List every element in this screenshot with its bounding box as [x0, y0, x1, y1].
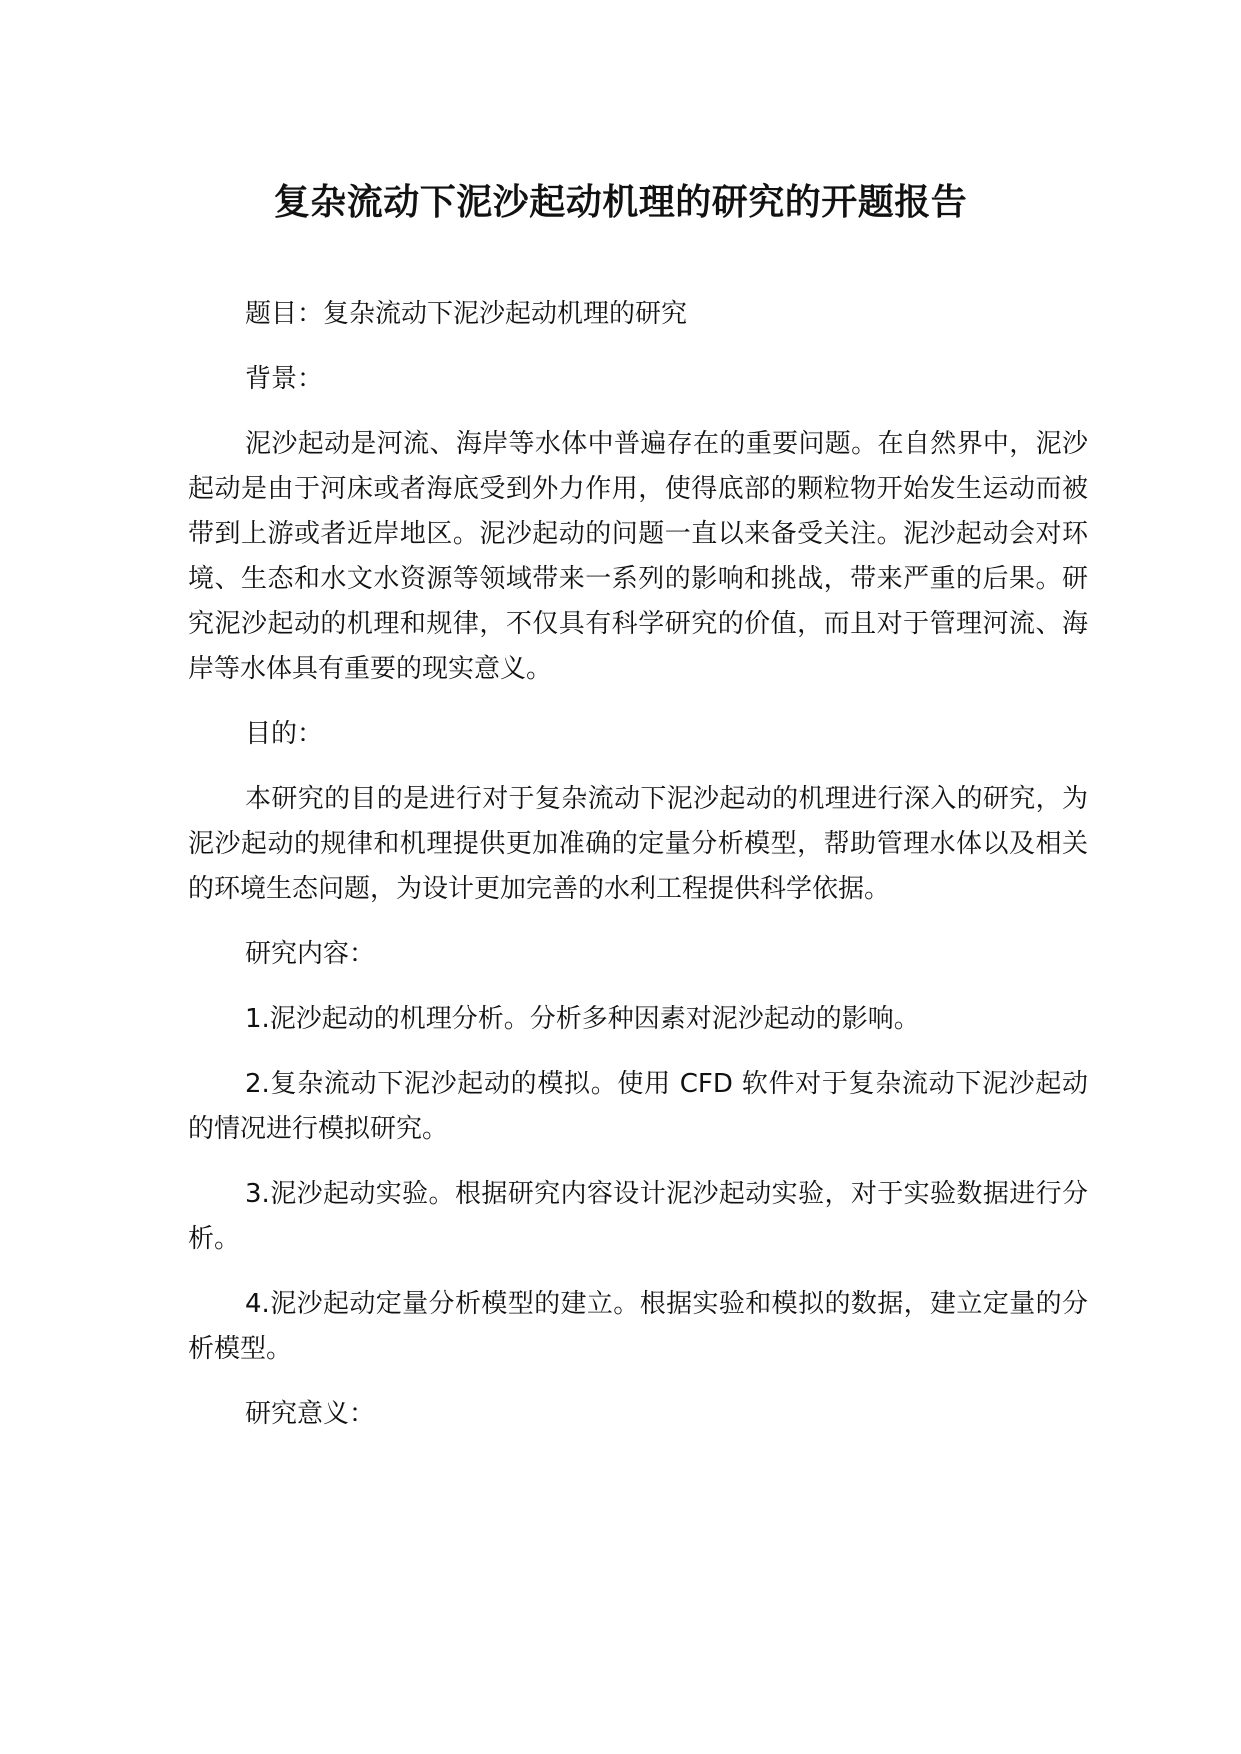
heading-background: 背景： [245, 364, 324, 394]
list-item-content-4: 4.泥沙起动定量分析模型的建立。根据实验和模拟的数据，建立定量的分析模型。 [188, 1289, 1088, 1364]
list-item-content-2: 2.复杂流动下泥沙起动的模拟。使用 CFD 软件对于复杂流动下泥沙起动的情况进行模拟研究。 [188, 1069, 1088, 1144]
paragraph-purpose: 本研究的目的是进行对于复杂流动下泥沙起动的机理进行深入的研究，为泥沙起动的规律和机理提供更加准确的定量分析模型，帮助管理水体以及相关的环境生态问题，为设计更加完善的水利工程提供科学依据。 [188, 784, 1088, 904]
document-title: 复杂流动下泥沙起动机理的研究的开题报告 [273, 182, 968, 223]
list-item-content-3: 3.泥沙起动实验。根据研究内容设计泥沙起动实验，对于实验数据进行分析。 [188, 1179, 1088, 1254]
list-item-content-1: 1.泥沙起动的机理分析。分析多种因素对泥沙起动的影响。 [245, 1004, 920, 1034]
paragraph-background: 泥沙起动是河流、海岸等水体中普遍存在的重要问题。在自然界中，泥沙起动是由于河床或者海底受到外力作用，使得底部的颗粒物开始发生运动而被带到上游或者近岸地区。泥沙起动的问题一直以来备受关注。泥沙起动会对环境、生态和水文水资源等领域带来一系列的影响和挑战，带来严重的后果。研究泥沙起动的机理和规律，不仅具有科学研究的价值，而且对于管理河流、海岸等水体具有重要的现实意义。 [188, 429, 1088, 684]
document-body [188, 292, 1088, 1457]
heading-research-content: 研究内容： [245, 939, 376, 969]
heading-significance: 研究意义： [245, 1399, 376, 1429]
paragraph-topic: 题目：复杂流动下泥沙起动机理的研究 [245, 299, 688, 329]
heading-purpose: 目的： [245, 719, 324, 749]
